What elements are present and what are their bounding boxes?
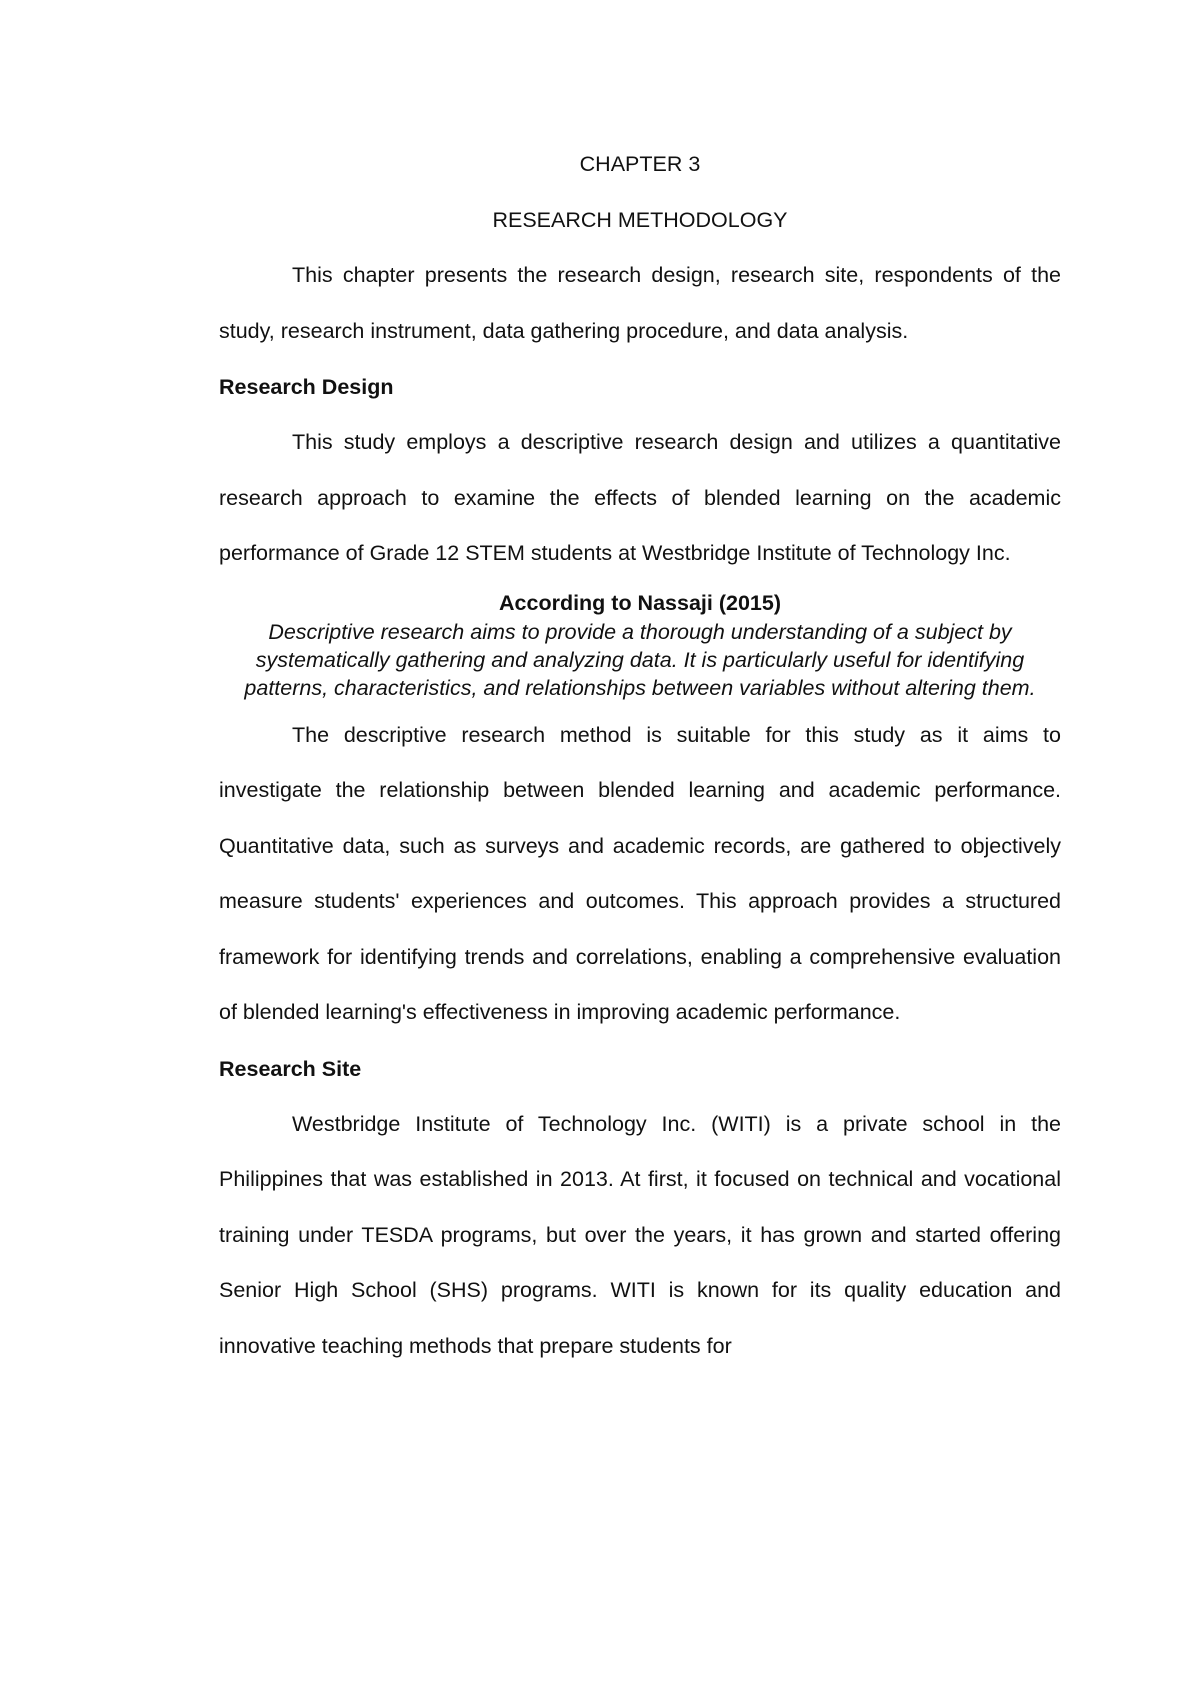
research-design-heading: Research Design: [219, 375, 394, 399]
intro-paragraph: This chapter presents the research design, research site, respondents of the study, research instrument, data gathering procedure, and data analysis.: [219, 263, 1061, 343]
document-page: [219, 136, 1061, 1374]
chapter-title: RESEARCH METHODOLOGY: [492, 208, 788, 232]
chapter-number: CHAPTER 3: [579, 152, 701, 176]
research-design-paragraph-1: This study employs a descriptive research design and utilizes a quantitative research approach to examine the effects of blended learning on the academic performance of Grade 12 STEM students at Westbridge Institute of Technology Inc.: [219, 430, 1061, 565]
block-quote: [219, 582, 1061, 708]
research-design-paragraph-2: The descriptive research method is suitable for this study as it aims to investigate the relationship between blended learning and academic performance. Quantitative data, such as surveys and academic records, are gathered to objectively measure students' experiences and outcomes. This approach provides a structured framework for identifying trends and correlations, enabling a comprehensive evaluation of blended learning's effectiveness in improving academic performance.: [219, 722, 1061, 1024]
research-site-paragraph-1: Westbridge Institute of Technology Inc. (WITI) is a private school in the Philippines that was established in 2013. At first, it focused on technical and vocational training under TESDA programs, but over the years, it has grown and started offering Senior High School (SHS) programs. WITI is known for its quality education and innovative teaching methods that prepare students for: [219, 1111, 1061, 1358]
quote-text: Descriptive research aims to provide a thorough understanding of a subject by systematically gathering and analyzing data. It is particularly useful for identifying patterns, characteristics, and relationships between variables without altering them.: [244, 619, 1036, 700]
research-site-heading: Research Site: [219, 1056, 362, 1081]
quote-heading: According to Nassaji (2015): [499, 590, 781, 615]
